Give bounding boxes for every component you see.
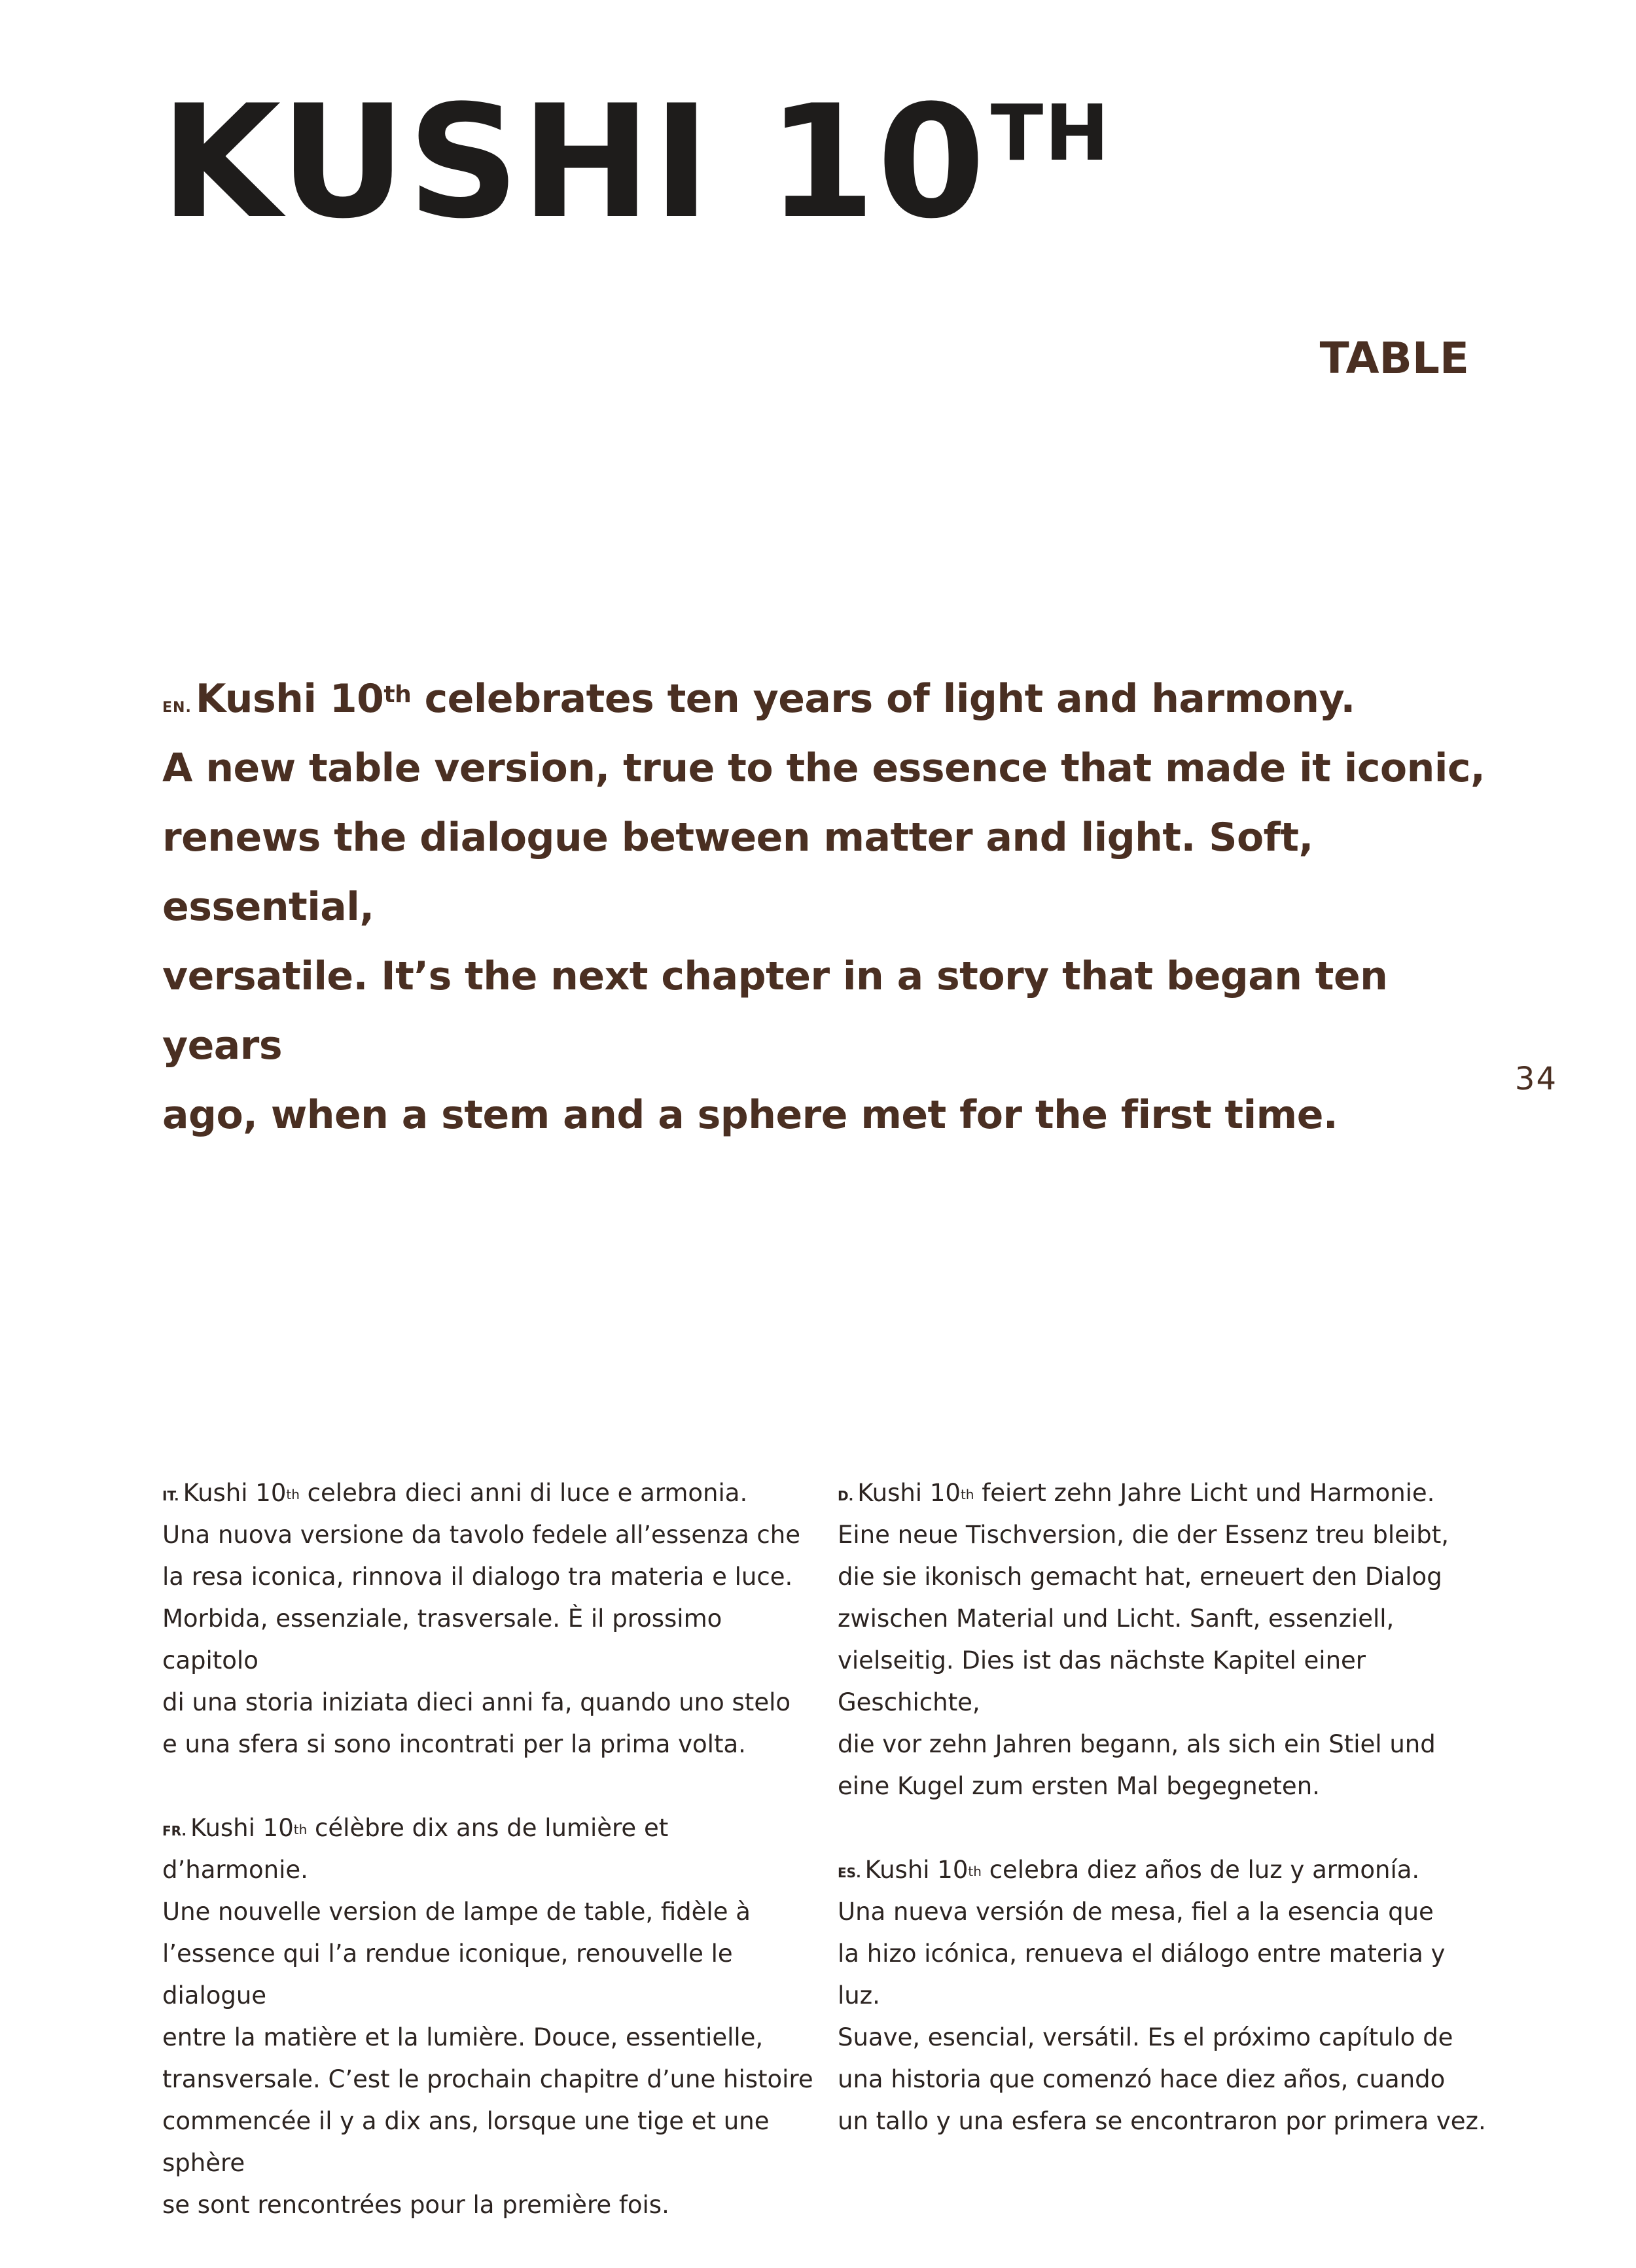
intro-line: renews the dialogue between matter and light. Soft, essential, — [162, 815, 1313, 930]
intro-paragraph-en — [162, 664, 1510, 1150]
paragraph-line-text: célèbre dix ans de lumière et d’harmonie. — [162, 1814, 669, 1884]
paragraph-line — [162, 1807, 817, 1891]
paragraph-line: commencée il y a dix ans, lorsque une tige et une sphère — [162, 2107, 770, 2177]
paragraph-line: eine Kugel zum ersten Mal begegneten. — [838, 1772, 1320, 1800]
product-name: Kushi 10 — [857, 1479, 961, 1507]
page-number: 34 — [1514, 1061, 1557, 1097]
intro-line: versatile. It’s the next chapter in a story that began ten years — [162, 953, 1388, 1069]
paragraph-line: e una sfera si sono incontrati per la prima volta. — [162, 1730, 746, 1758]
paragraph-line: zwischen Material und Licht. Sanft, essenziell, — [838, 1604, 1395, 1633]
paragraph-line: la hizo icónica, renueva el diálogo entre materia y luz. — [838, 1940, 1446, 2010]
paragraph-line: una historia que comenzó hace diez años, cuando — [838, 2065, 1446, 2093]
paragraph-line: die sie ikonisch gemacht hat, erneuert den Dialog — [838, 1563, 1442, 1591]
paragraph-it — [162, 1472, 817, 1765]
intro-line — [162, 664, 1510, 734]
paragraph-line: l’essence qui l’a rendue iconique, renouvelle le dialogue — [162, 1940, 733, 2010]
ordinal-suffix: th — [286, 1487, 300, 1502]
language-tag-es: ES. — [838, 1865, 861, 1881]
paragraph-line-text: feiert zehn Jahre Licht und Harmonie. — [974, 1479, 1435, 1507]
language-tag-it: IT. — [162, 1488, 179, 1504]
product-name: Kushi 10 — [190, 1814, 294, 1842]
ordinal-suffix: th — [960, 1487, 974, 1502]
paragraph-es — [838, 1849, 1492, 2142]
page-title — [160, 72, 1111, 253]
intro-line: ago, when a stem and a sphere met for the first time. — [162, 1092, 1338, 1138]
ordinal-suffix: th — [968, 1864, 982, 1879]
ordinal-suffix: th — [293, 1822, 308, 1837]
product-name: Kushi 10 — [183, 1479, 287, 1507]
text-column-right — [838, 1472, 1492, 2184]
language-tag-fr: FR. — [162, 1823, 187, 1839]
paragraph-line: vielseitig. Dies ist das nächste Kapitel einer Geschichte, — [838, 1646, 1366, 1716]
paragraph-line: Una nueva versión de mesa, fiel a la esencia que — [838, 1898, 1434, 1926]
paragraph-line-text: celebra diez años de luz y armonía. — [981, 1856, 1420, 1884]
paragraph-line: un tallo y una esfera se encontraron por primera vez. — [838, 2107, 1486, 2135]
paragraph-line: la resa iconica, rinnova il dialogo tra materia e luce. — [162, 1563, 793, 1591]
paragraph-line: Morbida, essenziale, trasversale. È il prossimo capitolo — [162, 1604, 722, 1674]
paragraph-line: Suave, esencial, versátil. Es el próximo capítulo de — [838, 2023, 1453, 2051]
paragraph-line: entre la matière et la lumière. Douce, essentielle, — [162, 2023, 764, 2051]
ordinal-suffix: th — [383, 681, 412, 708]
paragraph-line: Eine neue Tischversion, die der Essenz treu bleibt, — [838, 1521, 1449, 1549]
product-name: Kushi 10 — [195, 676, 384, 722]
paragraph-line — [838, 1849, 1492, 1891]
text-column-left — [162, 1472, 817, 2268]
page-title-text: KUSHI 10 — [160, 72, 987, 253]
section-label: TABLE — [1319, 333, 1469, 383]
paragraph-fr — [162, 1807, 817, 2226]
page-title-superscript: TH — [990, 88, 1111, 178]
paragraph-line: Una nuova versione da tavolo fedele all’essenza che — [162, 1521, 800, 1549]
paragraph-line: die vor zehn Jahren begann, als sich ein Stiel und — [838, 1730, 1436, 1758]
paragraph-line — [838, 1472, 1492, 1514]
paragraph-line — [162, 1472, 817, 1514]
intro-line-text: celebrates ten years of light and harmony. — [411, 676, 1355, 722]
paragraph-line: Une nouvelle version de lampe de table, fidèle à — [162, 1898, 751, 1926]
product-name: Kushi 10 — [864, 1856, 969, 1884]
paragraph-line: transversale. C’est le prochain chapitre d’une histoire — [162, 2065, 813, 2093]
paragraph-de — [838, 1472, 1492, 1807]
intro-line: A new table version, true to the essence that made it iconic, — [162, 745, 1485, 791]
language-tag-de: D. — [838, 1488, 854, 1504]
paragraph-line-text: celebra dieci anni di luce e armonia. — [299, 1479, 748, 1507]
paragraph-line: di una storia iniziata dieci anni fa, quando uno stelo — [162, 1688, 791, 1716]
paragraph-line: se sont rencontrées pour la première fois. — [162, 2191, 669, 2219]
language-tag-en: EN. — [162, 700, 192, 716]
